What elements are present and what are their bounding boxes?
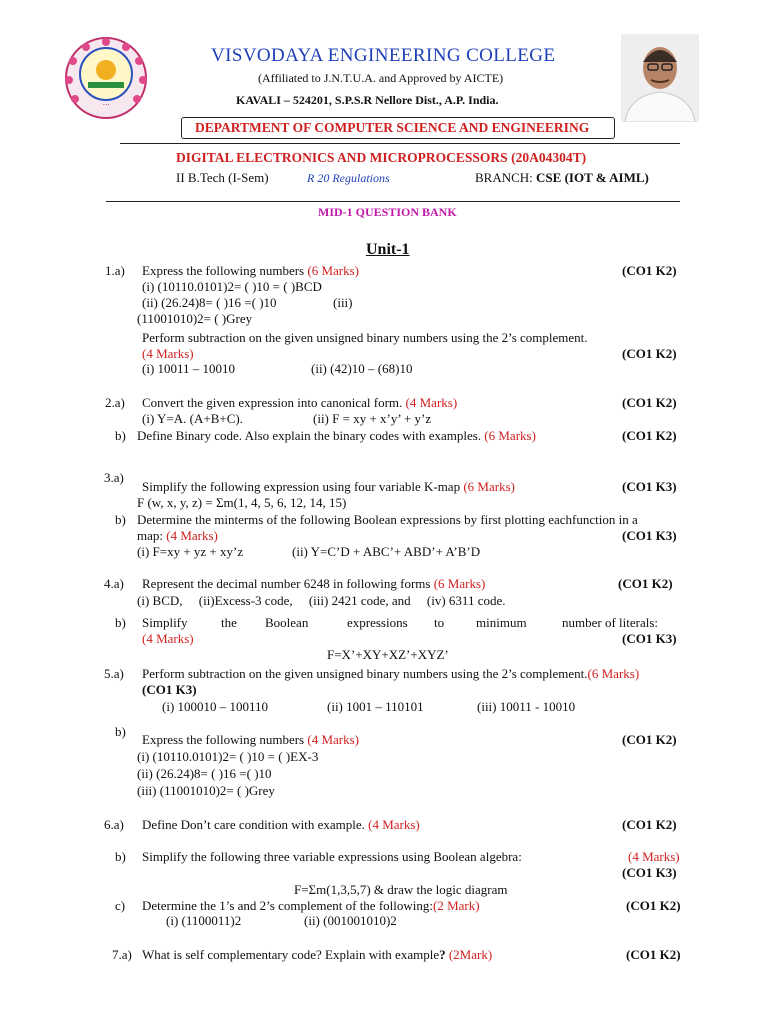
q6c-ii: (ii) (001001010)2 bbox=[304, 913, 397, 928]
q4b-w5: to bbox=[434, 615, 445, 630]
q2b-co: (CO1 K2) bbox=[622, 428, 677, 443]
q1a-co: (CO1 K2) bbox=[622, 263, 677, 278]
q2a-i: (i) Y=A. (A+B+C). bbox=[142, 411, 243, 426]
q2b-number: b) bbox=[115, 428, 126, 443]
q4b-w1: Simplify bbox=[142, 615, 188, 630]
q5a-ii: (ii) 1001 – 110101 bbox=[327, 699, 424, 714]
q3a-number: 3.a) bbox=[104, 470, 124, 485]
q4b-w3: Boolean bbox=[265, 615, 309, 630]
q4a-number: 4.a) bbox=[104, 576, 124, 591]
branch bbox=[475, 170, 649, 186]
q6b-text: Simplify the following three variable expressions using Boolean algebra: bbox=[142, 849, 522, 864]
q1b-text: Perform subtraction on the given unsigned binary numbers using the 2’s complement. bbox=[142, 330, 588, 345]
unit-heading: Unit-1 bbox=[366, 241, 410, 258]
q3b-text1: Determine the minterms of the following Boolean expressions by first plotting eachfunction in a bbox=[137, 512, 638, 527]
q5a-text: Perform subtraction on the given unsigned binary numbers using the 2’s complement.(6 Marks) bbox=[142, 666, 640, 681]
q2a-co: (CO1 K2) bbox=[622, 395, 677, 410]
q1b-i: (i) 10011 – 10010 bbox=[142, 361, 236, 376]
q2a-ii: (ii) F = xy + x’y’ + y’z bbox=[313, 411, 432, 426]
q7a-number: 7.a) bbox=[112, 947, 132, 962]
q6b-marks: (4 Marks) bbox=[628, 849, 680, 864]
department: DEPARTMENT OF COMPUTER SCIENCE AND ENGINEERING bbox=[195, 120, 590, 135]
q5a-co: (CO1 K3) bbox=[142, 682, 197, 697]
q6a-number: 6.a) bbox=[104, 817, 124, 832]
q5a-number: 5.a) bbox=[104, 666, 124, 681]
q4b-w2: the bbox=[221, 615, 237, 630]
q6c-co: (CO1 K2) bbox=[626, 898, 681, 913]
affiliation: (Affiliated to J.N.T.U.A. and Approved by AICTE) bbox=[258, 71, 504, 85]
q5b-line3: (iii) (11001010)2= ( )Grey bbox=[137, 783, 275, 798]
q5b-co: (CO1 K2) bbox=[622, 732, 677, 747]
q1a-line2: (ii) (26.24)8= ( )16 =( )10 bbox=[142, 295, 277, 310]
q3b-i: (i) F=xy + yz + xy’z bbox=[137, 544, 244, 559]
q6c-i: (i) (1100011)2 bbox=[166, 913, 242, 928]
q5b-number: b) bbox=[115, 724, 126, 739]
q4a-options: (i) BCD, (ii)Excess-3 code, (iii) 2421 code, and (iv) 6311 code. bbox=[137, 593, 506, 608]
q4b-w6: minimum bbox=[476, 615, 527, 630]
q3a-co: (CO1 K3) bbox=[622, 479, 677, 494]
q5b-line1: (i) (10110.0101)2= ( )10 = ( )EX-3 bbox=[137, 749, 319, 764]
svg-text:ᐧᐧᐧ: ᐧᐧᐧ bbox=[102, 101, 110, 111]
q6b-expression: F=Σm(1,3,5,7) & draw the logic diagram bbox=[294, 882, 508, 897]
q1b-marks: (4 Marks) bbox=[142, 346, 194, 361]
q6a-co: (CO1 K2) bbox=[622, 817, 677, 832]
q6a-text: Define Don’t care condition with example. (4 Marks) bbox=[142, 817, 420, 832]
q1a-line3: (11001010)2= ( )Grey bbox=[137, 311, 253, 326]
college-emblem-icon bbox=[64, 36, 148, 120]
q3b-ii: (ii) Y=C’D + ABC’+ ABD’+ A’B’D bbox=[292, 544, 481, 559]
q3b-co: (CO1 K3) bbox=[622, 528, 677, 543]
regulation: R 20 Regulations bbox=[307, 171, 390, 185]
q7a-text: What is self complementary code? Explain with example? (2Mark) bbox=[142, 947, 493, 962]
q4b-marks: (4 Marks) bbox=[142, 631, 194, 646]
q7a-co: (CO1 K2) bbox=[626, 947, 681, 962]
q1a-text: Express the following numbers (6 Marks) bbox=[142, 263, 360, 278]
course-year: II B.Tech (I-Sem) bbox=[176, 170, 269, 185]
q4a-text: Represent the decimal number 6248 in following forms (6 Marks) bbox=[142, 576, 486, 591]
q5b-line2: (ii) (26.24)8= ( )16 =( )10 bbox=[137, 766, 272, 781]
q4b-number: b) bbox=[115, 615, 126, 630]
address: KAVALI – 524201, S.P.S.R Nellore Dist., A.P. India. bbox=[236, 93, 499, 107]
branch-value: CSE (IOT & AIML) bbox=[536, 170, 649, 185]
q5a-i: (i) 100010 – 100110 bbox=[162, 699, 269, 714]
q2a-text: Convert the given expression into canonical form. (4 Marks) bbox=[142, 395, 458, 410]
q6c-number: c) bbox=[115, 898, 126, 913]
founder-portrait bbox=[621, 34, 699, 122]
q3b-number: b) bbox=[115, 512, 126, 527]
q1b-ii: (ii) (42)10 – (68)10 bbox=[311, 361, 413, 376]
q4b-w7: number of literals: bbox=[562, 615, 659, 630]
branch-label: BRANCH: bbox=[475, 170, 533, 185]
q3a-expression: F (w, x, y, z) = Σm(1, 4, 5, 6, 12, 14, 15) bbox=[137, 495, 347, 510]
q2b-text: Define Binary code. Also explain the binary codes with examples. (6 Marks) bbox=[137, 428, 536, 443]
q1b-co: (CO1 K2) bbox=[622, 346, 677, 361]
q6b-number: b) bbox=[115, 849, 126, 864]
q6c-text: Determine the 1’s and 2’s complement of the following:(2 Mark) bbox=[142, 898, 480, 913]
question-bank-title: MID-1 QUESTION BANK bbox=[318, 205, 457, 219]
q3a-text: Simplify the following expression using four variable K-map (6 Marks) bbox=[142, 479, 515, 494]
q2a-number: 2.a) bbox=[105, 395, 125, 410]
q5b-text: Express the following numbers (4 Marks) bbox=[142, 732, 360, 747]
q4a-co: (CO1 K2) bbox=[618, 576, 673, 591]
q1a-line2b: (iii) bbox=[333, 295, 353, 310]
q6b-co: (CO1 K3) bbox=[622, 865, 677, 880]
subject-title: DIGITAL ELECTRONICS AND MICROPROCESSORS (20A04304T) bbox=[176, 150, 587, 165]
q1a-number: 1.a) bbox=[105, 263, 125, 278]
q1a-line1: (i) (10110.0101)2= ( )10 = ( )BCD bbox=[142, 279, 322, 294]
q4b-w4: expressions bbox=[347, 615, 408, 630]
q5a-iii: (iii) 10011 - 10010 bbox=[477, 699, 576, 714]
q3b-text2: map: (4 Marks) bbox=[137, 528, 218, 543]
college-name: VISVODAYA ENGINEERING COLLEGE bbox=[211, 45, 556, 66]
q4b-expression: F=X’+XY+XZ’+XYZ’ bbox=[327, 647, 449, 662]
q4b-co: (CO1 K3) bbox=[622, 631, 677, 646]
